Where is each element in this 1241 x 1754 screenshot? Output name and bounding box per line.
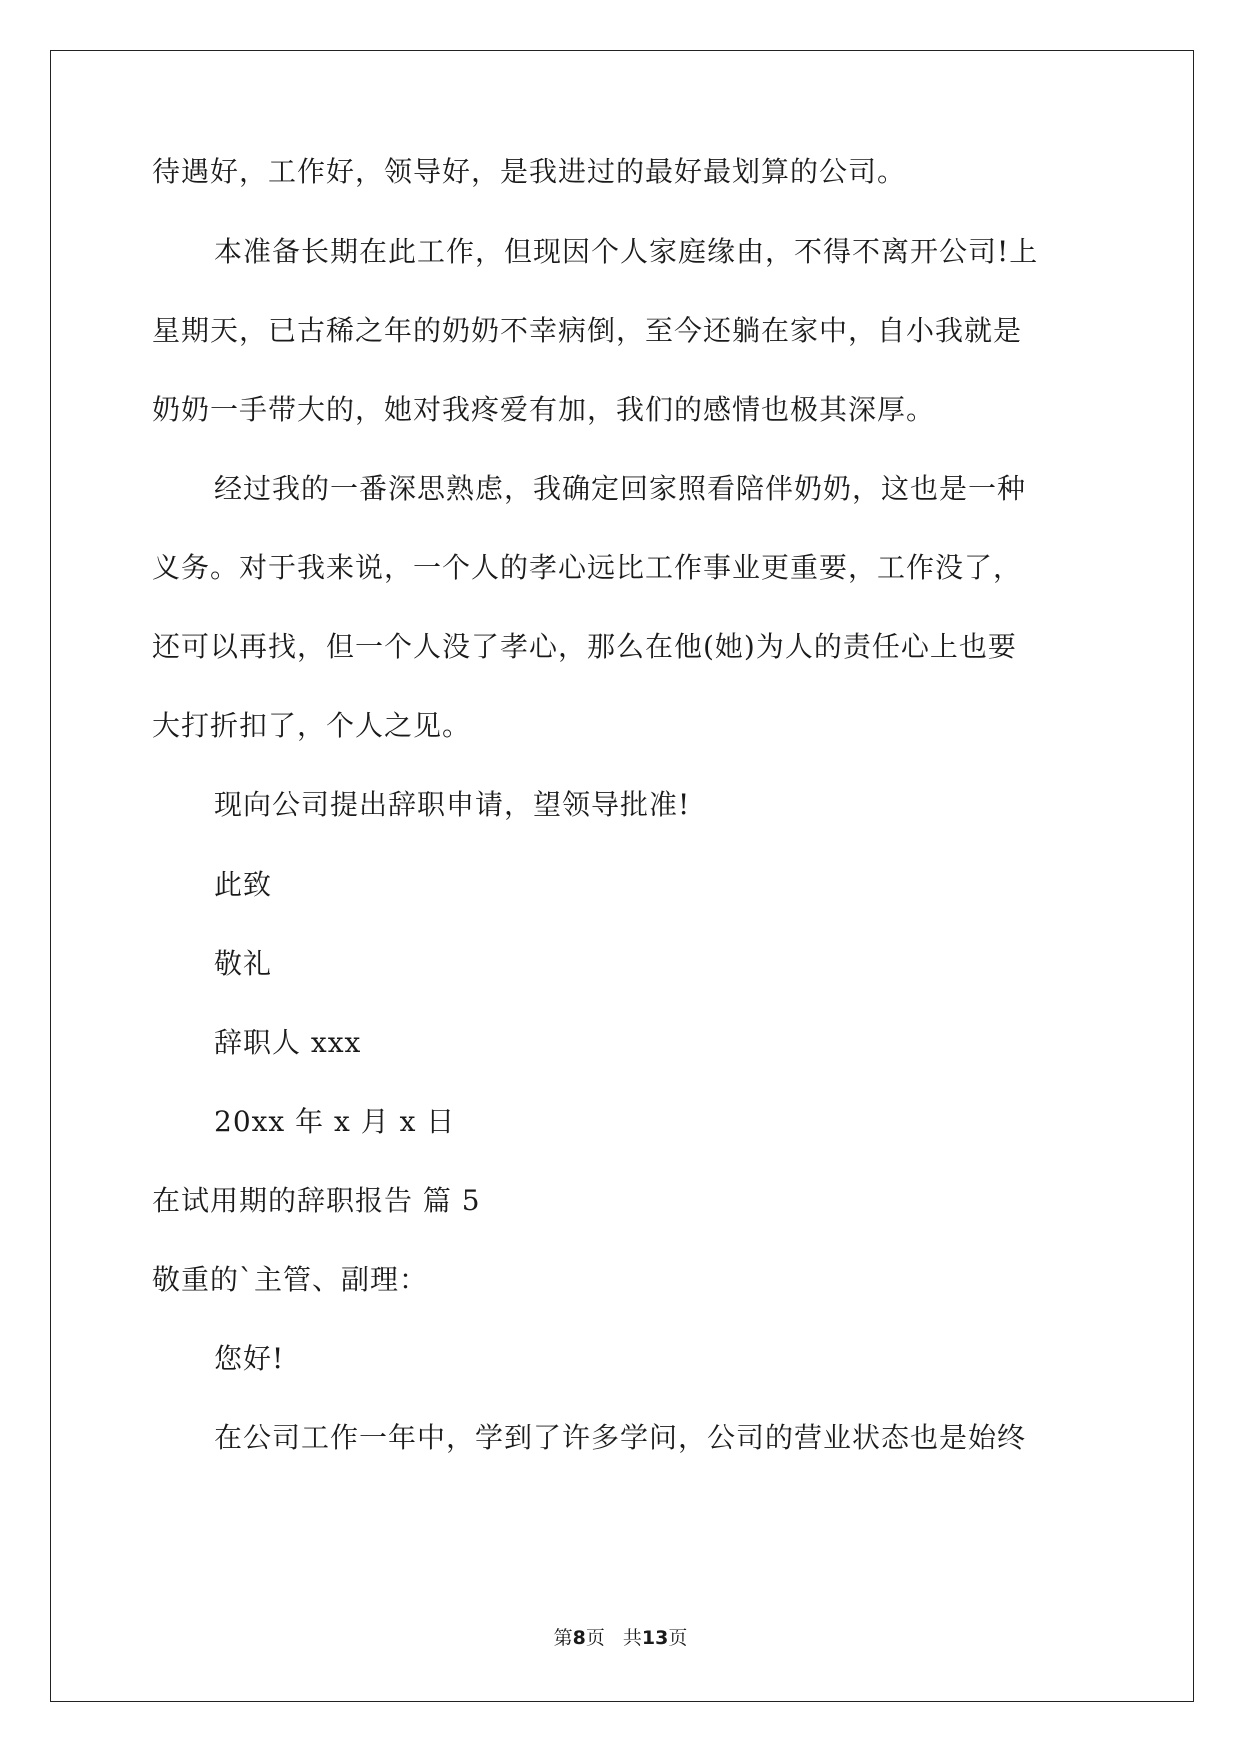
text-line-2: 本准备长期在此工作，但现因个人家庭缘由，不得不离开公司!上 — [214, 235, 1039, 268]
text-line-3: 星期天，已古稀之年的奶奶不幸病倒，至今还躺在家中，自小我就是 — [152, 314, 1023, 347]
page-footer — [0, 1625, 1241, 1651]
text-line-10: 此致 — [214, 868, 273, 901]
footer-page-suffix: 页 — [585, 1627, 605, 1649]
salutation: 敬重的`主管、副理： — [152, 1263, 429, 1296]
text-line-13: 20xx 年 x 月 x 日 — [214, 1105, 456, 1138]
footer-page-prefix: 第 — [553, 1627, 573, 1649]
text-line-4: 奶奶一手带大的，她对我疼爱有加，我们的感情也极其深厚。 — [152, 393, 936, 426]
text-line-12: 辞职人 xxx — [214, 1026, 362, 1059]
greeting: 您好! — [214, 1342, 285, 1375]
text-line-17: 在公司工作一年中，学到了许多学问，公司的营业状态也是始终 — [214, 1421, 1027, 1454]
footer-page-current: 8 — [572, 1627, 586, 1649]
text-line-8: 大打折扣了，个人之见。 — [152, 709, 472, 742]
text-line-11: 敬礼 — [214, 947, 273, 980]
footer-page-total: 13 — [641, 1627, 669, 1649]
text-line-9: 现向公司提出辞职申请，望领导批准! — [214, 788, 691, 821]
text-line-1: 待遇好，工作好，领导好，是我进过的最好最划算的公司。 — [152, 155, 907, 188]
footer-total-prefix: 共 — [622, 1627, 642, 1649]
text-line-5: 经过我的一番深思熟虑，我确定回家照看陪伴奶奶，这也是一种 — [214, 472, 1027, 505]
text-line-6: 义务。对于我来说，一个人的孝心远比工作事业更重要，工作没了， — [152, 551, 1023, 584]
text-line-7: 还可以再找，但一个人没了孝心，那么在他(她)为人的责任心上也要 — [152, 630, 1017, 663]
footer-total-suffix: 页 — [668, 1627, 688, 1649]
section-heading: 在试用期的辞职报告 篇 5 — [152, 1184, 481, 1217]
